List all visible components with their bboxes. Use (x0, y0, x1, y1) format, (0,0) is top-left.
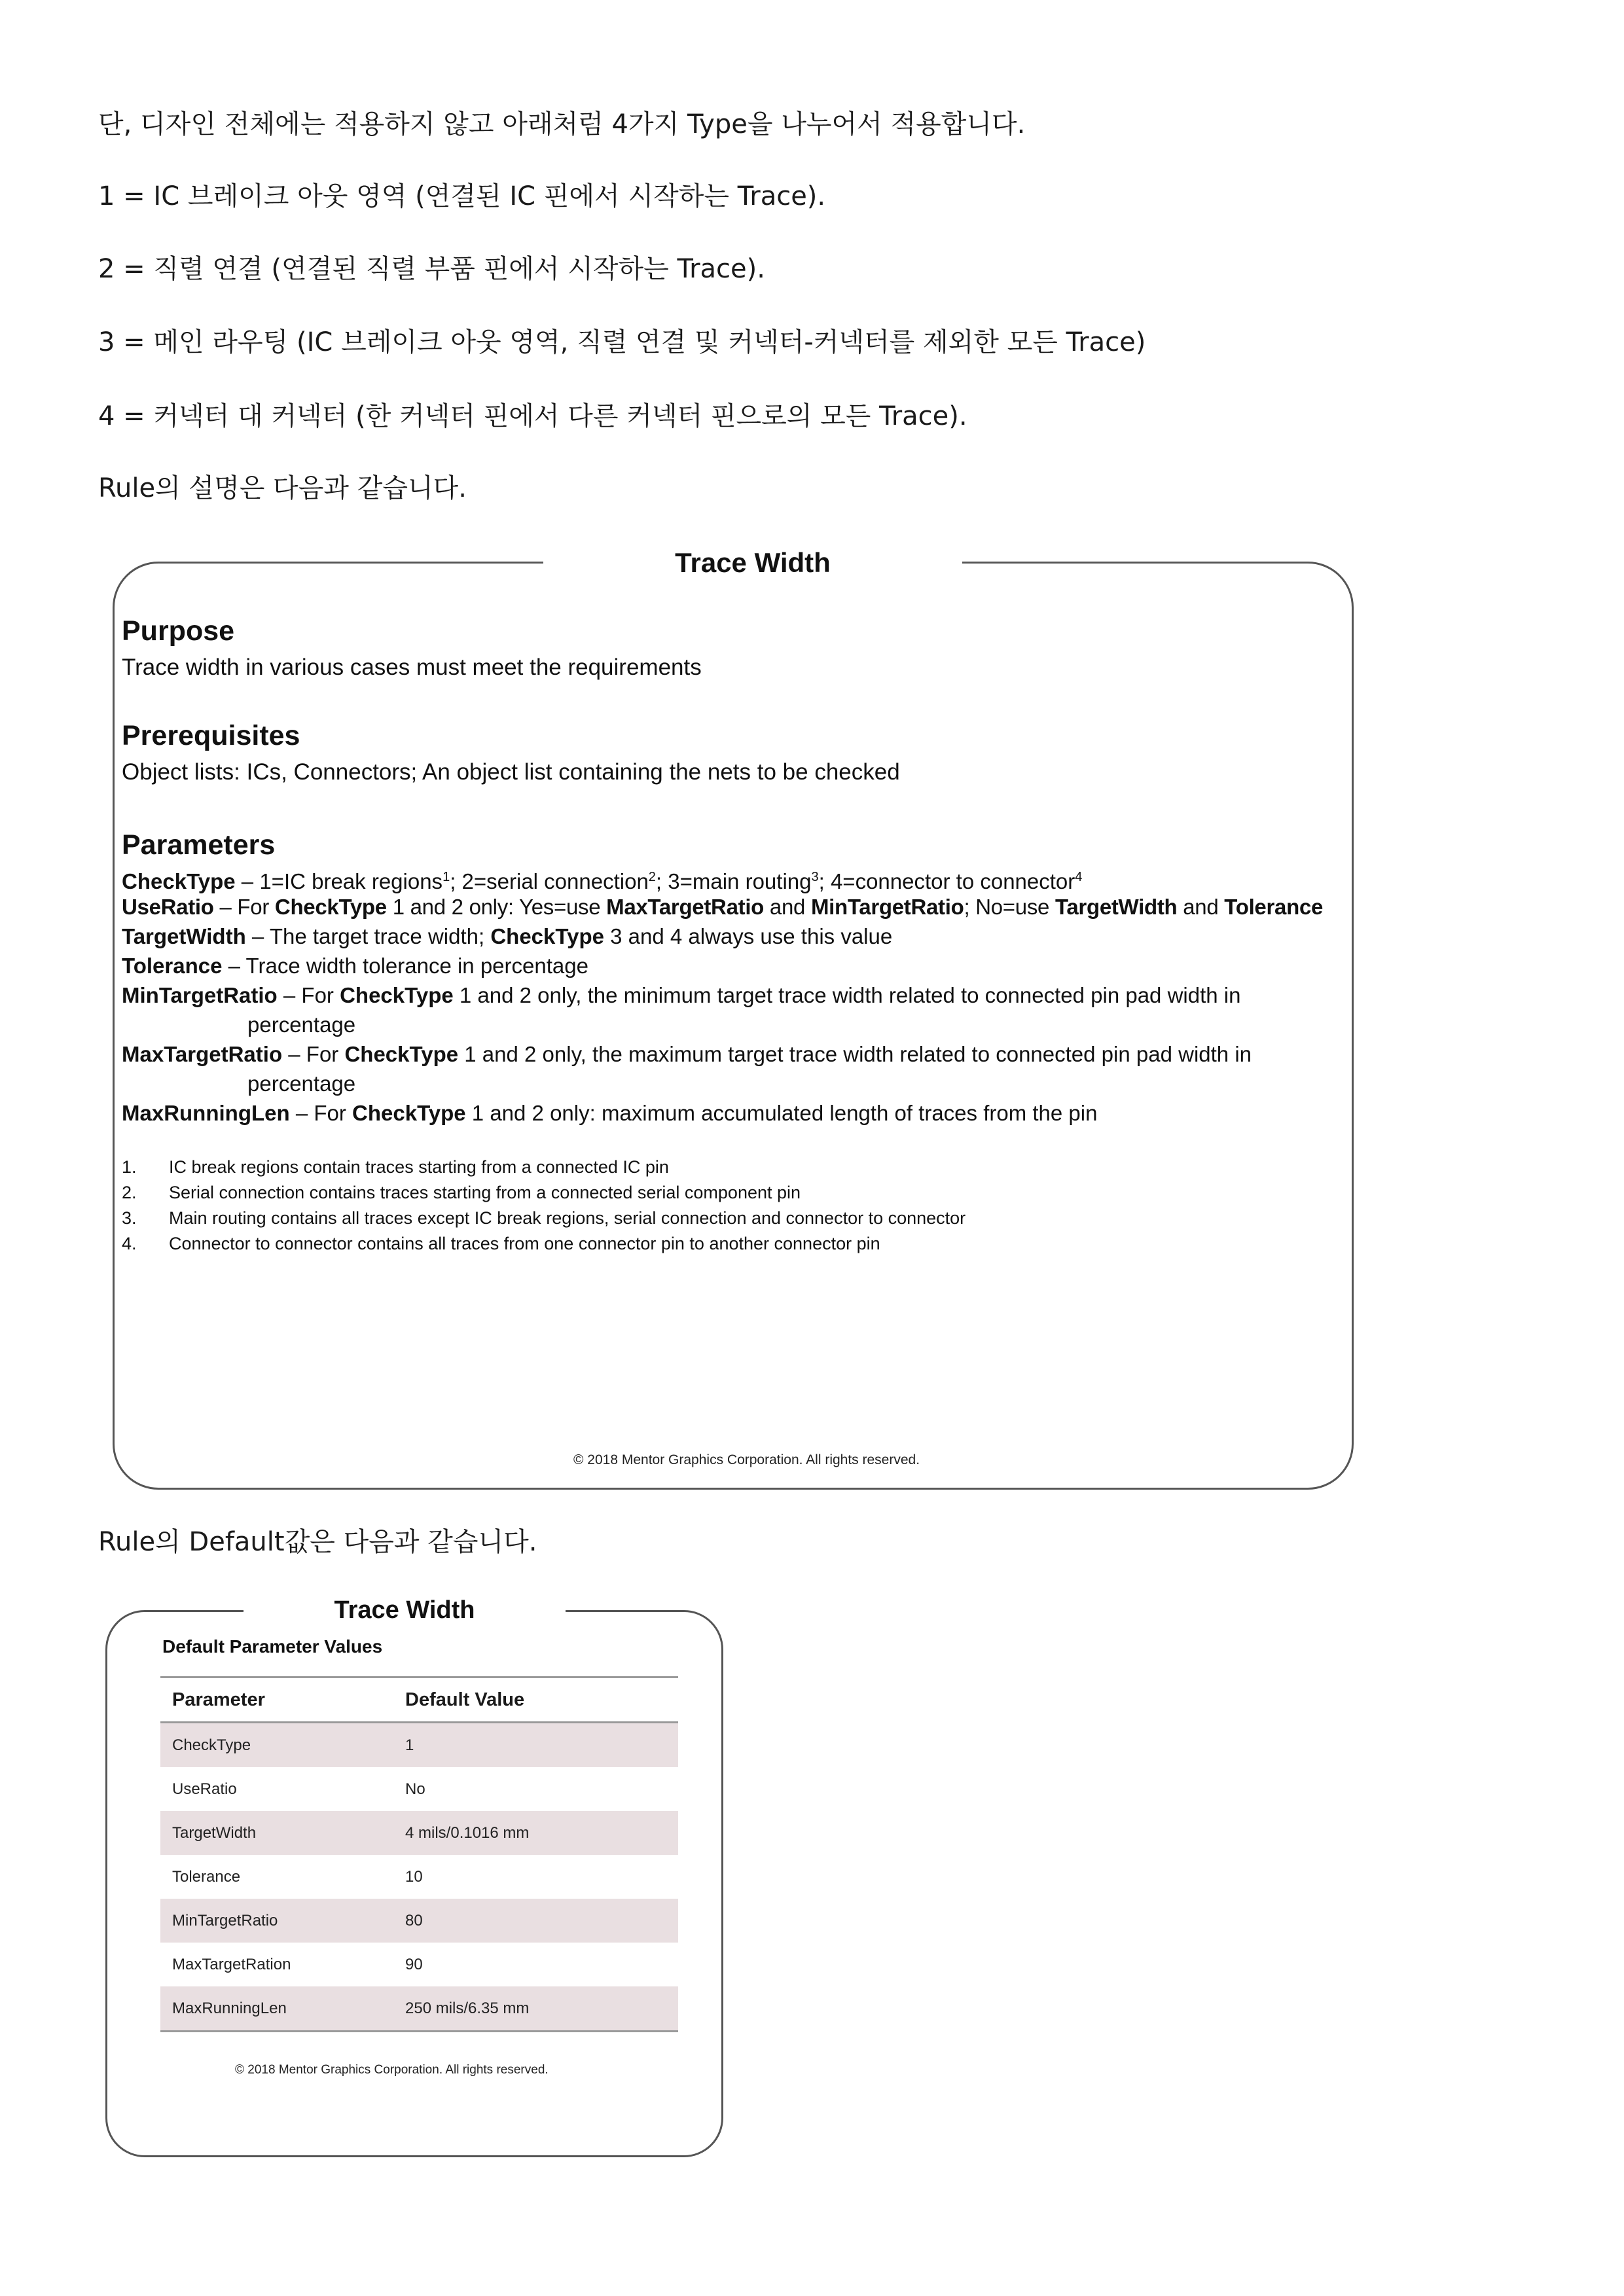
table-row (160, 1855, 678, 1899)
param-cell: CheckType (160, 1723, 393, 1768)
column-header-default-value: Default Value (393, 1677, 678, 1723)
intro-line-7: Rule의 Default값은 다음과 같습니다. (98, 1527, 537, 1557)
value-cell: 80 (393, 1899, 678, 1943)
param-maxtargetratio-cont: percentage (247, 1071, 356, 1096)
intro-line-4: 3 = 메인 라우팅 (IC 브레이크 아웃 영역, 직렬 연결 및 커넥터-커넥터를 제외한 모든 Trace) (98, 327, 1146, 357)
intro-line-6: Rule의 설명은 다음과 같습니다. (98, 473, 467, 503)
param-maxrunninglen: MaxRunningLen – For CheckType 1 and 2 only: maximum accumulated length of traces from the pin (122, 1101, 1098, 1125)
prerequisites-text: Object lists: ICs, Connectors; An object list containing the nets to be checked (122, 759, 900, 785)
column-header-parameter: Parameter (160, 1677, 393, 1723)
footnote-item: 3. Main routing contains all traces except IC break regions, serial connection and connector to connector (122, 1208, 966, 1228)
param-useratio: UseRatio – For CheckType 1 and 2 only: Yes=use MaxTargetRatio and MinTargetRatio; No=use TargetWidth and Tolerance (122, 895, 1324, 919)
value-cell: 1 (393, 1723, 678, 1768)
prerequisites-heading: Prerequisites (122, 720, 300, 751)
footnote-item: 1. IC break regions contain traces starting from a connected IC pin (122, 1157, 669, 1177)
param-cell: Tolerance (172, 1867, 241, 1886)
table-row (160, 1767, 678, 1811)
value-cell: 4 mils/0.1016 mm (393, 1811, 678, 1855)
default-box-title: Trace Width (244, 1592, 566, 1628)
param-tolerance: Tolerance – Trace width tolerance in percentage (122, 954, 588, 978)
param-cell: MinTargetRatio (160, 1899, 393, 1943)
intro-line-2: 1 = IC 브레이크 아웃 영역 (연결된 IC 핀에서 시작하는 Trace). (98, 181, 826, 211)
table-row (160, 1943, 678, 1986)
default-box-copyright: © 2018 Mentor Graphics Corporation. All rights reserved. (235, 2063, 549, 2077)
footnote-item: 4. Connector to connector contains all traces from one connector pin to another connector pin (122, 1234, 880, 1253)
value-cell: 250 mils/6.35 mm (393, 1986, 678, 2032)
param-mintargetratio: MinTargetRatio – For CheckType 1 and 2 only, the minimum target trace width related to connected pin pad width in (122, 983, 1241, 1007)
table-row (160, 1899, 678, 1943)
value-cell: 90 (405, 1955, 423, 1973)
footnote-item: 2. Serial connection contains traces starting from a connected serial component pin (122, 1183, 801, 1202)
param-checktype: CheckType – 1=IC break regions$^1$; 2=serial connection$^2$; 3=main routing$^3$; 4=connector to connector$^4$ (122, 869, 1083, 893)
intro-line-3: 2 = 직렬 연결 (연결된 직렬 부품 핀에서 시작하는 Trace). (98, 254, 765, 284)
purpose-text: Trace width in various cases must meet the requirements (122, 655, 702, 680)
param-maxtargetratio: MaxTargetRatio – For CheckType 1 and 2 only, the maximum target trace width related to connected pin pad width in (122, 1042, 1252, 1066)
table-row (160, 1811, 678, 1855)
purpose-heading: Purpose (122, 615, 235, 647)
intro-line-5: 4 = 커넥터 대 커넥터 (한 커넥터 핀에서 다른 커넥터 핀으로의 모든 Trace). (98, 401, 967, 431)
table-row (160, 1986, 678, 2032)
param-targetwidth: TargetWidth – The target trace width; CheckType 3 and 4 always use this value (122, 924, 893, 948)
parameters-heading: Parameters (122, 829, 276, 861)
intro-line-1: 단, 디자인 전체에는 적용하지 않고 아래처럼 4가지 Type을 나누어서 적용합니다. (98, 109, 1026, 139)
table-row (160, 1723, 678, 1768)
param-mintargetratio-cont: percentage (247, 1013, 356, 1037)
param-cell: TargetWidth (160, 1811, 393, 1855)
param-cell: UseRatio (172, 1780, 237, 1798)
param-cell: MaxRunningLen (160, 1986, 393, 2032)
default-values-table (160, 1676, 678, 2032)
rule-box-title: Trace Width (543, 543, 962, 583)
default-values-subtitle: Default Parameter Values (162, 1636, 383, 1657)
value-cell: No (405, 1780, 425, 1798)
value-cell: 10 (405, 1867, 423, 1886)
rule-box-copyright: © 2018 Mentor Graphics Corporation. All rights reserved. (573, 1452, 920, 1467)
param-cell: MaxTargetRation (172, 1955, 291, 1973)
